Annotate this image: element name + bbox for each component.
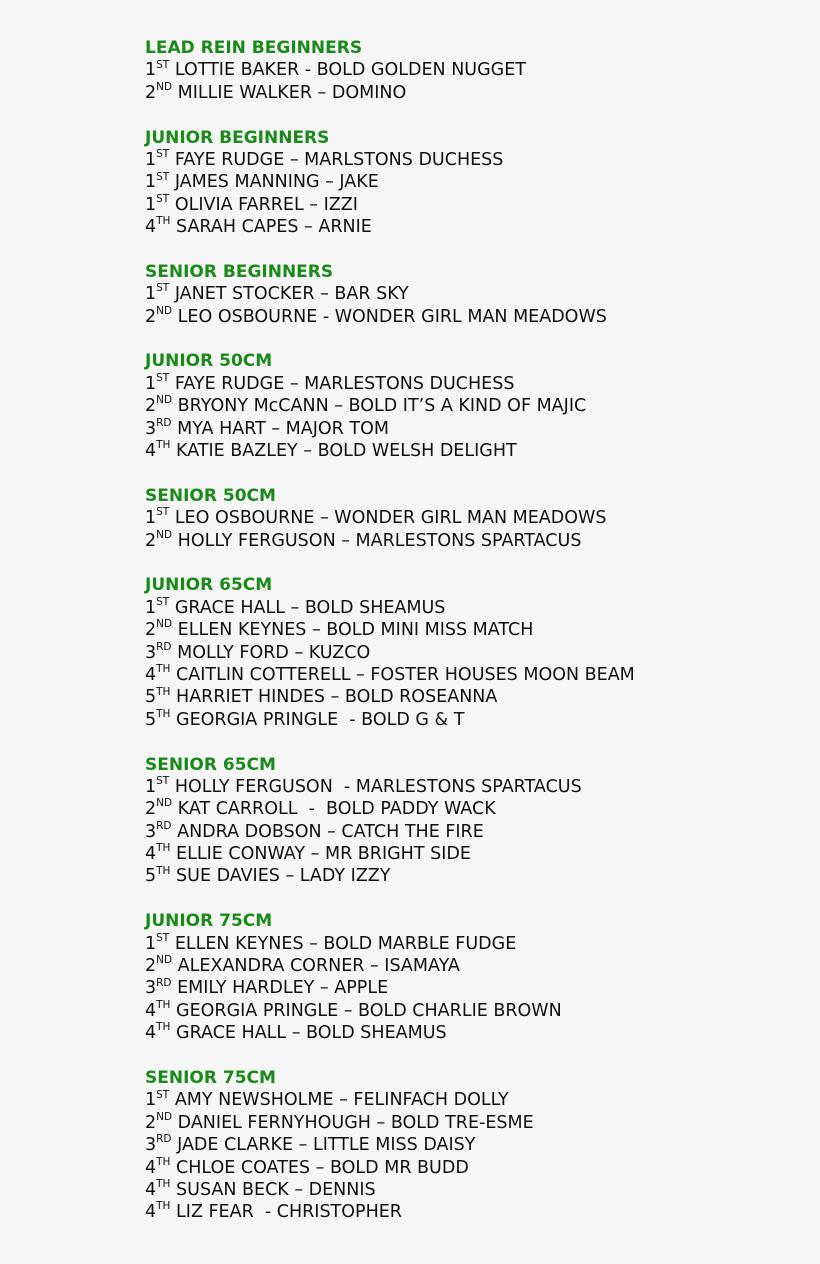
placing-suffix: ST bbox=[156, 58, 170, 71]
result-entry bbox=[145, 373, 805, 395]
placing-number: 3 bbox=[145, 642, 157, 663]
result-entry bbox=[145, 395, 805, 417]
placing-number: 1 bbox=[145, 933, 157, 954]
placing-suffix: ST bbox=[156, 170, 170, 183]
placing-suffix: TH bbox=[156, 215, 171, 228]
placing-number: 4 bbox=[145, 1157, 157, 1178]
placing-suffix: RD bbox=[156, 640, 172, 653]
placing-number: 1 bbox=[145, 194, 157, 215]
section-heading: JUNIOR BEGINNERS bbox=[145, 127, 330, 148]
results-section bbox=[145, 127, 805, 239]
placing bbox=[145, 798, 172, 820]
result-entry bbox=[145, 59, 805, 81]
placing-number: 4 bbox=[145, 844, 157, 865]
placing-number: 1 bbox=[145, 149, 157, 170]
placing bbox=[145, 977, 172, 999]
rider-horse-text: SUE DAVIES – LADY IZZY bbox=[176, 866, 391, 887]
result-entry bbox=[145, 821, 805, 843]
placing bbox=[145, 955, 172, 977]
result-entry bbox=[145, 530, 805, 552]
placing-suffix: ST bbox=[156, 775, 170, 788]
placing-suffix: TH bbox=[156, 842, 171, 855]
placing-number: 4 bbox=[145, 1202, 157, 1223]
rider-horse-text: LEO OSBOURNE – WONDER GIRL MAN MEADOWS bbox=[174, 508, 607, 529]
placing bbox=[145, 373, 169, 395]
rider-horse-text: ELLEN KEYNES – BOLD MINI MISS MATCH bbox=[177, 620, 534, 641]
result-entry bbox=[145, 418, 805, 440]
placing-suffix: TH bbox=[156, 1200, 171, 1213]
result-entry bbox=[145, 507, 805, 529]
results-section bbox=[145, 1067, 805, 1224]
rider-horse-text: HOLLY FERGUSON - MARLESTONS SPARTACUS bbox=[174, 776, 582, 797]
result-entry bbox=[145, 709, 805, 731]
result-entry bbox=[145, 1201, 805, 1223]
result-entry bbox=[145, 642, 805, 664]
placing-number: 1 bbox=[145, 508, 157, 529]
rider-horse-text: CHLOE COATES – BOLD MR BUDD bbox=[176, 1157, 469, 1178]
placing-suffix: ND bbox=[156, 954, 173, 967]
result-entry bbox=[145, 865, 805, 887]
section-heading: SENIOR 65CM bbox=[145, 754, 276, 775]
placing-number: 3 bbox=[145, 1135, 157, 1156]
rider-horse-text: ELLEN KEYNES – BOLD MARBLE FUDGE bbox=[174, 933, 517, 954]
placing-number: 1 bbox=[145, 60, 157, 81]
rider-horse-text: BRYONY McCANN – BOLD IT’S A KIND OF MAJIC bbox=[177, 396, 587, 417]
result-entry bbox=[145, 664, 805, 686]
placing-number: 5 bbox=[145, 687, 157, 708]
placing-number: 5 bbox=[145, 709, 157, 730]
placing-suffix: ST bbox=[156, 192, 170, 205]
placing-number: 4 bbox=[145, 1000, 157, 1021]
result-entry bbox=[145, 1112, 805, 1134]
placing bbox=[145, 709, 170, 731]
rider-horse-text: LEO OSBOURNE - WONDER GIRL MAN MEADOWS bbox=[177, 306, 607, 327]
placing bbox=[145, 194, 169, 216]
placing-suffix: ND bbox=[156, 1110, 173, 1123]
placing-suffix: ST bbox=[156, 372, 170, 385]
result-entry bbox=[145, 776, 805, 798]
placing-suffix: TH bbox=[156, 998, 171, 1011]
rider-horse-text: GEORGIA PRINGLE - BOLD G & T bbox=[176, 709, 465, 730]
rider-horse-text: DANIEL FERNYHOUGH – BOLD TRE-ESME bbox=[177, 1112, 534, 1133]
rider-horse-text: EMILY HARDLEY – APPLE bbox=[177, 978, 389, 999]
section-heading: SENIOR 75CM bbox=[145, 1067, 276, 1088]
placing bbox=[145, 1134, 172, 1156]
results-section bbox=[145, 574, 805, 731]
rider-horse-text: JANET STOCKER – BAR SKY bbox=[174, 284, 409, 305]
result-entry bbox=[145, 283, 805, 305]
placing-number: 2 bbox=[145, 1112, 157, 1133]
rider-horse-text: MYA HART – MAJOR TOM bbox=[177, 418, 389, 439]
placing-number: 1 bbox=[145, 776, 157, 797]
placing bbox=[145, 843, 170, 865]
result-entry bbox=[145, 82, 805, 104]
result-entry bbox=[145, 1134, 805, 1156]
placing bbox=[145, 440, 170, 462]
placing-suffix: RD bbox=[156, 416, 172, 429]
section-heading: JUNIOR 50CM bbox=[145, 351, 273, 372]
placing-suffix: TH bbox=[156, 1178, 171, 1191]
placing-suffix: ST bbox=[156, 931, 170, 944]
placing-number: 1 bbox=[145, 284, 157, 305]
rider-horse-text: KAT CARROLL - BOLD PADDY WACK bbox=[177, 799, 496, 820]
result-entry bbox=[145, 1022, 805, 1044]
rider-horse-text: GRACE HALL – BOLD SHEAMUS bbox=[176, 1023, 447, 1044]
placing bbox=[145, 1157, 170, 1179]
placing-suffix: TH bbox=[156, 864, 171, 877]
rider-horse-text: HARRIET HINDES – BOLD ROSEANNA bbox=[176, 687, 498, 708]
section-heading: LEAD REIN BEGINNERS bbox=[145, 38, 363, 58]
placing bbox=[145, 59, 169, 81]
placing bbox=[145, 306, 172, 328]
placing-suffix: ST bbox=[156, 506, 170, 519]
rider-horse-text: MOLLY FORD – KUZCO bbox=[177, 642, 371, 663]
result-entry bbox=[145, 843, 805, 865]
section-heading: JUNIOR 75CM bbox=[145, 911, 273, 932]
placing-number: 4 bbox=[145, 1179, 157, 1200]
result-entry bbox=[145, 619, 805, 641]
result-entry bbox=[145, 171, 805, 193]
placing bbox=[145, 1022, 170, 1044]
results-section bbox=[145, 350, 805, 462]
placing-suffix: TH bbox=[156, 685, 171, 698]
rider-horse-text: CAITLIN COTTERELL – FOSTER HOUSES MOON BEAM bbox=[176, 664, 635, 685]
placing bbox=[145, 933, 169, 955]
placing bbox=[145, 149, 169, 171]
placing-number: 4 bbox=[145, 441, 157, 462]
placing-number: 5 bbox=[145, 866, 157, 887]
rider-horse-text: ELLIE CONWAY – MR BRIGHT SIDE bbox=[176, 844, 471, 865]
placing bbox=[145, 395, 172, 417]
result-entry bbox=[145, 1089, 805, 1111]
rider-horse-text: ALEXANDRA CORNER – ISAMAYA bbox=[177, 956, 460, 977]
placing-suffix: ND bbox=[156, 528, 173, 541]
rider-horse-text: SARAH CAPES – ARNIE bbox=[176, 217, 372, 238]
placing-suffix: ST bbox=[156, 1088, 170, 1101]
placing bbox=[145, 283, 169, 305]
placing-number: 3 bbox=[145, 418, 157, 439]
placing bbox=[145, 776, 169, 798]
result-entry bbox=[145, 798, 805, 820]
rider-horse-text: FAYE RUDGE – MARLSTONS DUCHESS bbox=[174, 149, 504, 170]
placing bbox=[145, 1089, 169, 1111]
placing-number: 1 bbox=[145, 172, 157, 193]
placing bbox=[145, 1201, 170, 1223]
placing bbox=[145, 686, 170, 708]
results-section bbox=[145, 37, 805, 104]
results-document bbox=[145, 37, 805, 1246]
placing-number: 1 bbox=[145, 373, 157, 394]
result-entry bbox=[145, 149, 805, 171]
placing-number: 2 bbox=[145, 799, 157, 820]
placing-suffix: TH bbox=[156, 1155, 171, 1168]
result-entry bbox=[145, 440, 805, 462]
placing-suffix: RD bbox=[156, 819, 172, 832]
results-section bbox=[145, 910, 805, 1044]
result-entry bbox=[145, 1000, 805, 1022]
placing bbox=[145, 642, 172, 664]
result-entry bbox=[145, 955, 805, 977]
placing bbox=[145, 507, 169, 529]
placing-suffix: TH bbox=[156, 707, 171, 720]
results-section bbox=[145, 485, 805, 552]
placing bbox=[145, 171, 169, 193]
rider-horse-text: GRACE HALL – BOLD SHEAMUS bbox=[174, 597, 446, 618]
placing-suffix: TH bbox=[156, 1021, 171, 1034]
rider-horse-text: JAMES MANNING – JAKE bbox=[174, 172, 379, 193]
placing bbox=[145, 664, 170, 686]
placing-suffix: RD bbox=[156, 976, 172, 989]
placing bbox=[145, 1000, 170, 1022]
placing-suffix: ND bbox=[156, 80, 173, 93]
placing-number: 3 bbox=[145, 978, 157, 999]
placing bbox=[145, 1112, 172, 1134]
placing-number: 4 bbox=[145, 1023, 157, 1044]
placing-number: 4 bbox=[145, 217, 157, 238]
placing-number: 2 bbox=[145, 82, 157, 103]
rider-horse-text: HOLLY FERGUSON – MARLESTONS SPARTACUS bbox=[177, 530, 582, 551]
placing bbox=[145, 82, 172, 104]
results-section bbox=[145, 754, 805, 888]
placing-number: 2 bbox=[145, 530, 157, 551]
result-entry bbox=[145, 597, 805, 619]
section-heading: JUNIOR 65CM bbox=[145, 575, 273, 596]
rider-horse-text: KATIE BAZLEY – BOLD WELSH DELIGHT bbox=[176, 441, 517, 462]
placing-number: 2 bbox=[145, 956, 157, 977]
results-section bbox=[145, 261, 805, 328]
placing-suffix: ND bbox=[156, 797, 173, 810]
placing-suffix: TH bbox=[156, 439, 171, 452]
placing-number: 1 bbox=[145, 597, 157, 618]
placing bbox=[145, 418, 172, 440]
result-entry bbox=[145, 686, 805, 708]
placing-number: 2 bbox=[145, 396, 157, 417]
placing-suffix: ST bbox=[156, 595, 170, 608]
placing-suffix: TH bbox=[156, 663, 171, 676]
placing-number: 4 bbox=[145, 664, 157, 685]
result-entry bbox=[145, 977, 805, 999]
placing bbox=[145, 821, 172, 843]
placing-suffix: ND bbox=[156, 618, 173, 631]
rider-horse-text: GEORGIA PRINGLE – BOLD CHARLIE BROWN bbox=[176, 1000, 562, 1021]
placing bbox=[145, 530, 172, 552]
placing bbox=[145, 1179, 170, 1201]
rider-horse-text: MILLIE WALKER – DOMINO bbox=[177, 82, 407, 103]
placing-number: 3 bbox=[145, 821, 157, 842]
result-entry bbox=[145, 1179, 805, 1201]
placing-suffix: ST bbox=[156, 282, 170, 295]
placing-number: 2 bbox=[145, 620, 157, 641]
rider-horse-text: JADE CLARKE – LITTLE MISS DAISY bbox=[177, 1135, 476, 1156]
placing-number: 2 bbox=[145, 306, 157, 327]
result-entry bbox=[145, 216, 805, 238]
result-entry bbox=[145, 1157, 805, 1179]
placing bbox=[145, 597, 169, 619]
rider-horse-text: SUSAN BECK – DENNIS bbox=[176, 1179, 376, 1200]
placing-number: 1 bbox=[145, 1090, 157, 1111]
section-heading: SENIOR BEGINNERS bbox=[145, 261, 334, 282]
rider-horse-text: ANDRA DOBSON – CATCH THE FIRE bbox=[177, 821, 484, 842]
rider-horse-text: OLIVIA FARREL – IZZI bbox=[174, 194, 358, 215]
placing bbox=[145, 216, 170, 238]
placing-suffix: ND bbox=[156, 304, 173, 317]
result-entry bbox=[145, 933, 805, 955]
result-entry bbox=[145, 306, 805, 328]
result-entry bbox=[145, 194, 805, 216]
placing-suffix: ST bbox=[156, 148, 170, 161]
rider-horse-text: LIZ FEAR - CHRISTOPHER bbox=[176, 1202, 402, 1223]
rider-horse-text: LOTTIE BAKER - BOLD GOLDEN NUGGET bbox=[174, 60, 526, 81]
rider-horse-text: FAYE RUDGE – MARLESTONS DUCHESS bbox=[174, 373, 515, 394]
placing-suffix: ND bbox=[156, 394, 173, 407]
placing-suffix: RD bbox=[156, 1133, 172, 1146]
placing bbox=[145, 865, 170, 887]
section-heading: SENIOR 50CM bbox=[145, 485, 276, 506]
rider-horse-text: AMY NEWSHOLME – FELINFACH DOLLY bbox=[174, 1090, 509, 1111]
placing bbox=[145, 619, 172, 641]
